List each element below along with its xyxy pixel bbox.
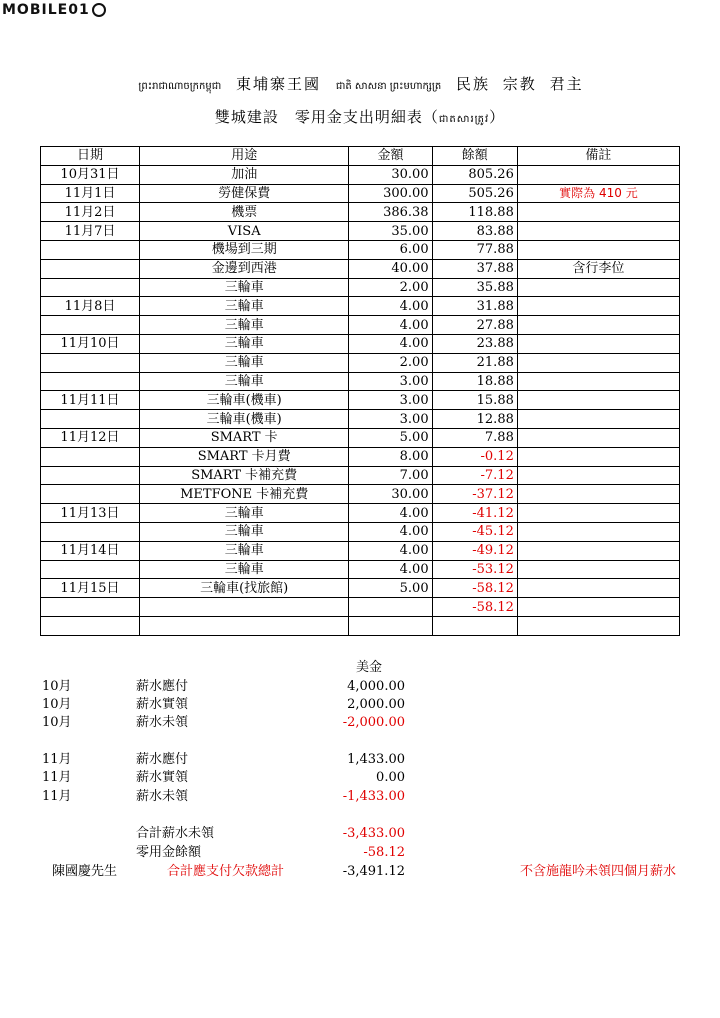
khmer-motto-text: ជាតិ សាសនា ព្រះមហាក្សត្រ [335,81,442,92]
cell-purpose: 機票 [139,203,348,222]
title-khmer: ជាតសារត្រូវ [438,114,490,125]
salary-item-value: -1,433.00 [342,789,405,804]
title-paren-open: （ [422,108,439,126]
cell-remark [517,522,679,541]
table-header-row [41,147,680,166]
cell-purpose: SMART 卡月費 [139,447,348,466]
cell-balance: 15.88 [432,391,517,410]
cell-date [41,353,140,372]
cell-amount: 40.00 [349,259,432,278]
cell-date: 11月15日 [41,579,140,598]
cell-purpose: 三輪車 [139,278,348,297]
cell-purpose: 三輪車 [139,504,348,523]
table-row [41,184,680,203]
cell-date [41,485,140,504]
salary-month: 11月 [42,752,72,767]
cell-balance: -7.12 [432,466,517,485]
cell-remark: 實際為 410 元 [517,184,679,203]
unpaid-total-label: 合計薪水未領 [136,826,215,841]
cell-balance: 18.88 [432,372,517,391]
cell-amount: 35.00 [349,222,432,241]
table-row [41,391,680,410]
salary-item-label: 薪水未領 [136,789,189,804]
salary-item-label: 薪水未領 [136,715,189,730]
cell-date: 11月13日 [41,504,140,523]
cell-date: 11月14日 [41,541,140,560]
cell-amount: 8.00 [349,447,432,466]
table-row [41,579,680,598]
cell-balance: 31.88 [432,297,517,316]
cell-amount: 30.00 [349,485,432,504]
table-row [41,297,680,316]
cell-purpose: 三輪車 [139,297,348,316]
table-row [41,259,680,278]
cell-amount: 4.00 [349,316,432,335]
cell-amount: 3.00 [349,410,432,429]
grand-total-value: -3,491.12 [342,864,405,879]
cell-purpose: 三輪車(機車) [139,410,348,429]
currency-label: 美金 [356,660,383,675]
title-paren-close: ） [489,108,506,126]
cell-amount: 3.00 [349,372,432,391]
cell-purpose: 三輪車 [139,372,348,391]
cell-balance: -0.12 [432,447,517,466]
col-header-amount: 金額 [349,147,432,166]
table-body [41,165,680,635]
salary-month: 11月 [42,770,72,785]
cell-date [41,598,140,617]
cell-amount: 4.00 [349,522,432,541]
cell-purpose [139,616,348,635]
cell-balance: 805.26 [432,165,517,184]
kingdom-name: 東埔寨王國 [236,75,322,93]
cell-remark [517,410,679,429]
cell-balance: 12.88 [432,410,517,429]
cell-amount: 4.00 [349,541,432,560]
table-row [41,485,680,504]
cell-purpose: SMART 卡 [139,428,348,447]
cell-amount: 30.00 [349,165,432,184]
cell-remark [517,428,679,447]
title-main: 雙城建設 零用金支出明細表 [214,108,423,126]
cell-remark [517,560,679,579]
cell-purpose: 勞健保費 [139,184,348,203]
cell-remark [517,165,679,184]
cell-remark [517,504,679,523]
cell-balance: 118.88 [432,203,517,222]
cell-balance: 37.88 [432,259,517,278]
table-row [41,466,680,485]
cell-purpose: 金邊到西港 [139,259,348,278]
exclusion-remark: 不含施龍吟未領四個月薪水 [519,864,676,879]
salary-month: 10月 [42,697,72,712]
table-row [41,447,680,466]
cell-purpose: 三輪車 [139,316,348,335]
cell-remark [517,353,679,372]
cell-purpose: 三輪車 [139,560,348,579]
salary-month: 10月 [42,715,72,730]
cell-amount: 5.00 [349,428,432,447]
khmer-kingdom-text: ព្រះរាជាណាចក្រកម្ពុជា [138,81,222,92]
cell-date [41,616,140,635]
cell-amount: 300.00 [349,184,432,203]
cell-balance: -53.12 [432,560,517,579]
cell-purpose: METFONE 卡補充費 [139,485,348,504]
unpaid-total-value: -3,433.00 [342,826,405,841]
cell-purpose: 加油 [139,165,348,184]
cell-purpose: SMART 卡補充費 [139,466,348,485]
cell-date [41,240,140,259]
cell-purpose: 三輪車 [139,353,348,372]
motto-king: 君主 [549,75,584,93]
cell-date [41,259,140,278]
cell-remark [517,222,679,241]
cell-amount: 4.00 [349,297,432,316]
cell-remark: 含行李位 [517,259,679,278]
table-row [41,353,680,372]
cell-amount [349,598,432,617]
table-row [41,598,680,617]
cell-amount: 7.00 [349,466,432,485]
col-header-remarks: 備註 [517,147,679,166]
cell-date: 11月11日 [41,391,140,410]
cell-remark [517,598,679,617]
cell-balance [432,616,517,635]
cell-date [41,466,140,485]
table-row [41,541,680,560]
cell-amount: 2.00 [349,278,432,297]
cell-remark [517,316,679,335]
cell-date: 10月31日 [41,165,140,184]
salary-item-label: 薪水實領 [136,770,189,785]
cell-purpose [139,598,348,617]
cell-remark [517,541,679,560]
cell-remark [517,334,679,353]
cell-amount: 2.00 [349,353,432,372]
table-row [41,560,680,579]
col-header-purpose: 用途 [139,147,348,166]
cell-date: 11月7日 [41,222,140,241]
table-row [41,222,680,241]
cell-balance: 23.88 [432,334,517,353]
cell-amount: 4.00 [349,504,432,523]
grand-total-label: 合計應支付欠款總計 [167,864,285,879]
cell-balance: 27.88 [432,316,517,335]
cell-balance: 77.88 [432,240,517,259]
cell-purpose: 三輪車 [139,334,348,353]
salary-month: 10月 [42,679,72,694]
cell-remark [517,240,679,259]
cell-balance: -41.12 [432,504,517,523]
cell-remark [517,203,679,222]
cell-purpose: 三輪車(找旅館) [139,579,348,598]
salary-item-value: 0.00 [376,770,405,785]
cell-amount [349,616,432,635]
document-title [0,106,720,127]
cell-date: 11月8日 [41,297,140,316]
col-header-date: 日期 [41,147,140,166]
cell-date: 11月12日 [41,428,140,447]
cell-balance: -37.12 [432,485,517,504]
cell-remark [517,616,679,635]
table-row [41,522,680,541]
cell-date [41,410,140,429]
table-row [41,616,680,635]
table-row [41,504,680,523]
cell-date [41,278,140,297]
cell-amount: 4.00 [349,560,432,579]
cell-balance: 35.88 [432,278,517,297]
salary-item-label: 薪水應付 [136,679,189,694]
cell-date: 11月2日 [41,203,140,222]
cell-balance: 21.88 [432,353,517,372]
petty-balance-label: 零用金餘額 [136,845,202,860]
document-header [0,73,720,94]
table-row [41,428,680,447]
cell-balance: 505.26 [432,184,517,203]
table-row [41,316,680,335]
col-header-balance: 餘額 [432,147,517,166]
cell-balance: -49.12 [432,541,517,560]
petty-balance-value: -58.12 [363,845,405,860]
cell-date [41,372,140,391]
cell-remark [517,372,679,391]
cell-date [41,447,140,466]
motto-religion: 宗教 [502,75,537,93]
salary-item-value: -2,000.00 [342,715,405,730]
cell-balance: 7.88 [432,428,517,447]
table-row [41,372,680,391]
table-row [41,278,680,297]
cell-balance: -45.12 [432,522,517,541]
cell-date [41,316,140,335]
cell-amount: 4.00 [349,334,432,353]
salary-item-value: 2,000.00 [347,697,405,712]
cell-remark [517,278,679,297]
cell-purpose: 三輪車 [139,541,348,560]
cell-date [41,522,140,541]
salary-month: 11月 [42,789,72,804]
logo-ring-icon [92,3,106,17]
cell-purpose: 三輪車 [139,522,348,541]
table-row [41,410,680,429]
cell-date: 11月10日 [41,334,140,353]
table-row [41,203,680,222]
salary-item-label: 薪水實領 [136,697,189,712]
cell-remark [517,297,679,316]
cell-remark [517,447,679,466]
person-name: 陳國慶先生 [52,864,118,879]
cell-date [41,560,140,579]
cell-balance: 83.88 [432,222,517,241]
cell-amount: 3.00 [349,391,432,410]
table-row [41,165,680,184]
cell-amount: 386.38 [349,203,432,222]
table-row [41,334,680,353]
cell-balance: -58.12 [432,579,517,598]
cell-remark [517,391,679,410]
cell-date: 11月1日 [41,184,140,203]
salary-item-value: 4,000.00 [347,679,405,694]
cell-purpose: VISA [139,222,348,241]
cell-balance: -58.12 [432,598,517,617]
cell-purpose: 三輪車(機車) [139,391,348,410]
table-row [41,240,680,259]
salary-item-label: 薪水應付 [136,752,189,767]
cell-remark [517,485,679,504]
salary-item-value: 1,433.00 [347,752,405,767]
cell-purpose: 機場到三期 [139,240,348,259]
cell-remark [517,466,679,485]
cell-amount: 5.00 [349,579,432,598]
motto-nation: 民族 [456,75,491,93]
watermark-logo: MOBILE01 [2,2,106,18]
petty-cash-table [40,146,680,636]
cell-remark [517,579,679,598]
cell-amount: 6.00 [349,240,432,259]
